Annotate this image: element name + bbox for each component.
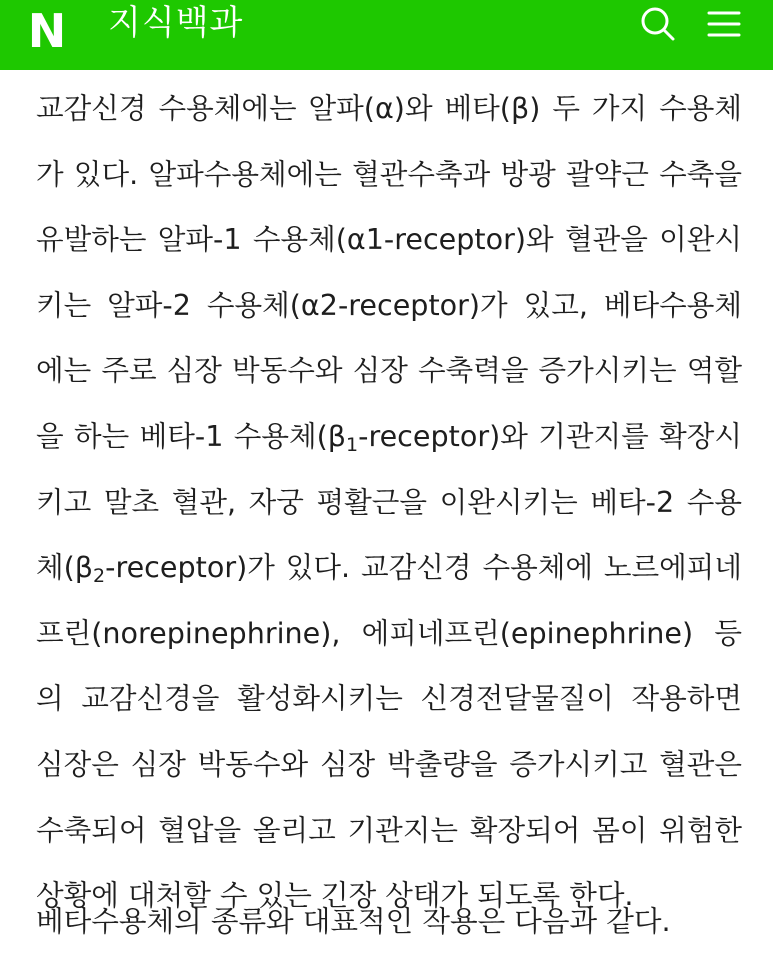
service-title[interactable]: 지식백과 xyxy=(108,3,244,43)
naver-logo[interactable]: N xyxy=(27,4,67,58)
paragraph-text-part2: -receptor)와 기관지를 확장시키고 말초 혈관, 자궁 평활근을 이완시키는 베타-2 수용체(β xyxy=(36,418,742,585)
paragraph-text-part3: -receptor)가 있다. 교감신경 수용체에 노르에피네프린(norepinephrine), 에피네프린(epinephrine) 등의 교감신경을 활성화시키는 신경전달물질이 작용하면 심장은 심장 박동수와 심장 박출량을 증가시키고 혈관은 수축되어 혈압을 올리고 기관지는 확장되어 몸이 위험한 상황에 대처할 수 있는 긴장 상태가 되도록 한다. xyxy=(36,550,742,913)
subscript-2: 2 xyxy=(93,565,106,588)
search-button[interactable] xyxy=(634,0,682,48)
menu-icon xyxy=(706,6,742,42)
article-paragraph-2: 베타수용체의 종류와 대표적인 작용은 다음과 같다. xyxy=(36,904,671,938)
article-content xyxy=(36,76,742,929)
search-icon xyxy=(638,4,678,44)
app-header xyxy=(0,0,773,70)
article-paragraph xyxy=(36,76,742,929)
subscript-1: 1 xyxy=(346,433,359,456)
paragraph-text-part1: 교감신경 수용체에는 알파(α)와 베타(β) 두 가지 수용체가 있다. 알파수용체에는 혈관수축과 방광 괄약근 수축을 유발하는 알파-1 수용체(α1-receptor)와 혈관을 이완시키는 알파-2 수용체(α2-receptor)가 있고, 베타수용체에는 주로 심장 박동수와 심장 수축력을 증가시키는 역할을 하는 베타-1 수용체(β xyxy=(36,91,742,453)
menu-button[interactable] xyxy=(700,0,748,48)
